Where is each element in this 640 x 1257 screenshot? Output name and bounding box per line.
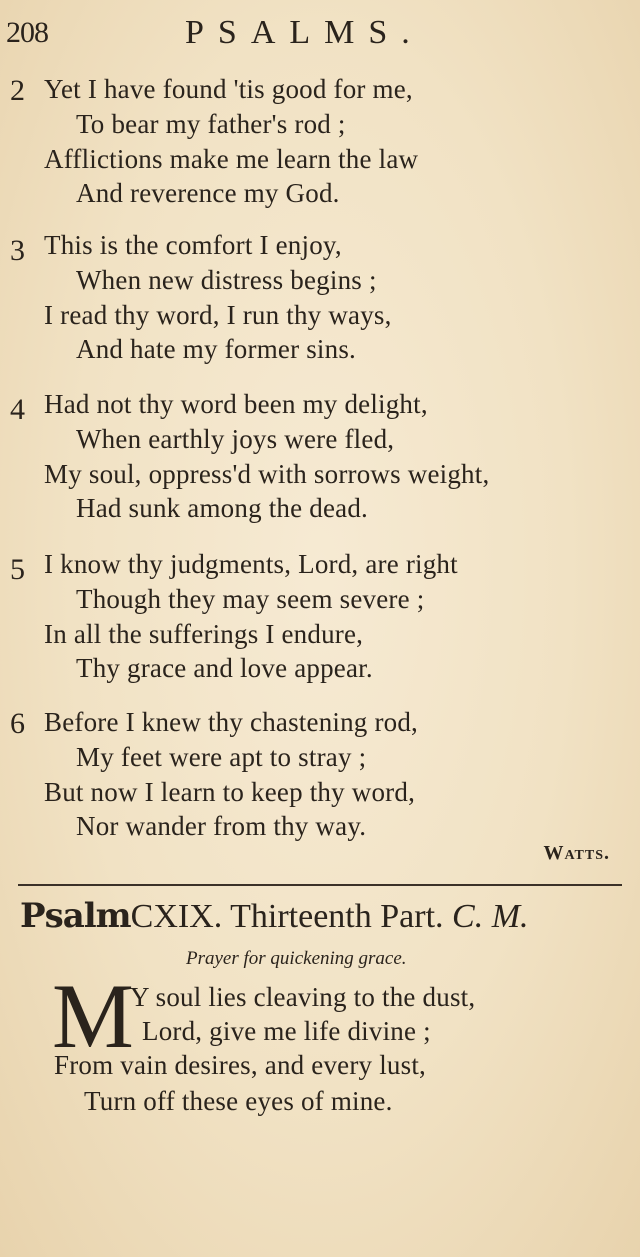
psalm-meter: C. M. xyxy=(452,898,529,935)
verse-number: 5 xyxy=(10,553,25,586)
psalm-subtitle: Prayer for quickening grace. xyxy=(186,948,407,969)
verse-line: When new distress begins ; xyxy=(76,265,377,295)
page-number: 208 xyxy=(6,16,48,49)
verse-line: I read thy word, I run thy ways, xyxy=(44,300,392,330)
verse-line: In all the sufferings I endure, xyxy=(44,619,364,649)
verse-line: When earthly joys were fled, xyxy=(76,424,395,454)
psalm-title-text: CXIX. Thirteenth Part. xyxy=(130,898,444,935)
verse-line: Thy grace and love appear. xyxy=(76,653,373,683)
verse-line: Though they may seem severe ; xyxy=(76,584,425,614)
verse-line: This is the comfort I enjoy, xyxy=(44,230,342,260)
page-header xyxy=(0,12,640,52)
verse-number: 2 xyxy=(10,74,25,107)
verse-line: And reverence my God. xyxy=(76,178,340,208)
verse-line: I know thy judgments, Lord, are right xyxy=(44,549,458,579)
verse-line: Afflictions make me learn the law xyxy=(44,144,419,174)
hymn-line: Turn off these eyes of mine. xyxy=(84,1086,393,1116)
verse-number: 4 xyxy=(10,393,25,426)
verse-line: Had not thy word been my delight, xyxy=(44,389,428,419)
verse-number: 6 xyxy=(10,707,25,740)
section-divider xyxy=(18,884,622,886)
hymn-line: From vain desires, and every lust, xyxy=(54,1050,426,1080)
verse-number: 3 xyxy=(10,234,25,267)
verse-line: But now I learn to keep thy word, xyxy=(44,777,416,807)
hymn-line: Y soul lies cleaving to the dust, xyxy=(130,982,476,1012)
verse-line: Had sunk among the dead. xyxy=(76,493,368,523)
verse-line: Before I knew thy chastening rod, xyxy=(44,707,418,737)
hymn-line: Lord, give me life divine ; xyxy=(142,1016,431,1046)
verse-line: Yet I have found 'tis good for me, xyxy=(44,74,413,104)
verse-line: And hate my former sins. xyxy=(76,334,356,364)
verse-line: My soul, oppress'd with sorrows weight, xyxy=(44,459,490,489)
verse-line: My feet were apt to stray ; xyxy=(76,742,367,772)
verse-line: Nor wander from thy way. xyxy=(76,811,367,841)
psalm-title xyxy=(20,896,529,936)
verse-line: To bear my father's rod ; xyxy=(76,109,346,139)
running-head: PSALMS. xyxy=(185,14,424,51)
drop-cap: M xyxy=(52,965,134,1067)
psalm-title-blackletter: Psalm xyxy=(20,896,131,936)
author-attribution: Watts. xyxy=(543,842,610,864)
